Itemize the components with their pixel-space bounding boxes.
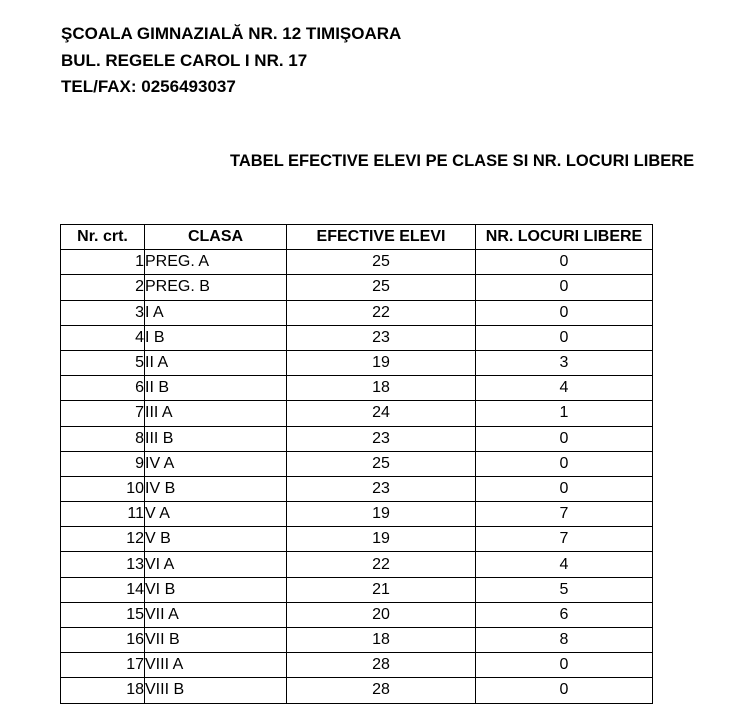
class-name-cell: II B — [145, 376, 287, 401]
row-number-cell: 7 — [61, 401, 145, 426]
class-name-cell: VIII B — [145, 678, 287, 703]
free-places-cell: 5 — [476, 577, 653, 602]
table-row — [61, 275, 653, 300]
table-header-row — [61, 225, 653, 250]
students-count-cell: 28 — [287, 653, 476, 678]
class-name-cell: PREG. B — [145, 275, 287, 300]
row-number-cell: 5 — [61, 350, 145, 375]
free-places-cell: 0 — [476, 653, 653, 678]
students-count-cell: 22 — [287, 552, 476, 577]
free-places-cell: 4 — [476, 376, 653, 401]
students-count-cell: 18 — [287, 628, 476, 653]
students-count-cell: 23 — [287, 476, 476, 501]
students-count-cell: 19 — [287, 502, 476, 527]
table-row — [61, 325, 653, 350]
row-number-cell: 15 — [61, 602, 145, 627]
class-name-cell: III A — [145, 401, 287, 426]
table-row — [61, 476, 653, 501]
school-phone-fax: TEL/FAX: 0256493037 — [61, 77, 236, 96]
students-count-cell: 23 — [287, 426, 476, 451]
table-row — [61, 552, 653, 577]
row-number-cell: 10 — [61, 476, 145, 501]
class-name-cell: I A — [145, 300, 287, 325]
class-name-cell: VII A — [145, 602, 287, 627]
class-name-cell: VI B — [145, 577, 287, 602]
students-count-cell: 21 — [287, 577, 476, 602]
school-address: BUL. REGELE CAROL I NR. 17 — [61, 51, 308, 70]
students-count-cell: 25 — [287, 451, 476, 476]
row-number-cell: 11 — [61, 502, 145, 527]
table-row — [61, 602, 653, 627]
row-number-cell: 12 — [61, 527, 145, 552]
table-row — [61, 426, 653, 451]
table-row — [61, 502, 653, 527]
column-header-nr-crt: Nr. crt. — [61, 225, 145, 250]
column-header-locuri-libere: NR. LOCURI LIBERE — [476, 225, 653, 250]
free-places-cell: 1 — [476, 401, 653, 426]
class-name-cell: PREG. A — [145, 250, 287, 275]
table-row — [61, 401, 653, 426]
row-number-cell: 8 — [61, 426, 145, 451]
column-header-clasa: CLASA — [145, 225, 287, 250]
row-number-cell: 13 — [61, 552, 145, 577]
class-name-cell: IV A — [145, 451, 287, 476]
class-name-cell: VI A — [145, 552, 287, 577]
row-number-cell: 3 — [61, 300, 145, 325]
free-places-cell: 7 — [476, 527, 653, 552]
table-row — [61, 527, 653, 552]
students-count-cell: 19 — [287, 350, 476, 375]
class-name-cell: VII B — [145, 628, 287, 653]
table-row — [61, 653, 653, 678]
row-number-cell: 18 — [61, 678, 145, 703]
table-row — [61, 250, 653, 275]
column-header-efective-elevi: EFECTIVE ELEVI — [287, 225, 476, 250]
class-name-cell: V B — [145, 527, 287, 552]
free-places-cell: 0 — [476, 325, 653, 350]
free-places-cell: 6 — [476, 602, 653, 627]
students-count-cell: 28 — [287, 678, 476, 703]
free-places-cell: 3 — [476, 350, 653, 375]
class-name-cell: IV B — [145, 476, 287, 501]
free-places-cell: 0 — [476, 250, 653, 275]
row-number-cell: 1 — [61, 250, 145, 275]
class-name-cell: I B — [145, 325, 287, 350]
row-number-cell: 17 — [61, 653, 145, 678]
table-row — [61, 376, 653, 401]
table-row — [61, 628, 653, 653]
row-number-cell: 4 — [61, 325, 145, 350]
row-number-cell: 6 — [61, 376, 145, 401]
students-count-cell: 25 — [287, 250, 476, 275]
students-count-cell: 22 — [287, 300, 476, 325]
free-places-cell: 8 — [476, 628, 653, 653]
table-row — [61, 678, 653, 703]
table-row — [61, 577, 653, 602]
students-count-cell: 25 — [287, 275, 476, 300]
students-count-cell: 20 — [287, 602, 476, 627]
students-table — [60, 224, 653, 704]
class-name-cell: V A — [145, 502, 287, 527]
free-places-cell: 0 — [476, 476, 653, 501]
row-number-cell: 2 — [61, 275, 145, 300]
free-places-cell: 0 — [476, 275, 653, 300]
students-count-cell: 19 — [287, 527, 476, 552]
row-number-cell: 9 — [61, 451, 145, 476]
students-count-cell: 24 — [287, 401, 476, 426]
free-places-cell: 0 — [476, 300, 653, 325]
table-row — [61, 451, 653, 476]
free-places-cell: 0 — [476, 678, 653, 703]
class-name-cell: II A — [145, 350, 287, 375]
free-places-cell: 7 — [476, 502, 653, 527]
table-row — [61, 350, 653, 375]
students-count-cell: 18 — [287, 376, 476, 401]
students-count-cell: 23 — [287, 325, 476, 350]
free-places-cell: 4 — [476, 552, 653, 577]
free-places-cell: 0 — [476, 451, 653, 476]
free-places-cell: 0 — [476, 426, 653, 451]
table-row — [61, 300, 653, 325]
class-name-cell: III B — [145, 426, 287, 451]
row-number-cell: 14 — [61, 577, 145, 602]
document-title: TABEL EFECTIVE ELEVI PE CLASE SI NR. LOCURI LIBERE — [230, 152, 695, 170]
row-number-cell: 16 — [61, 628, 145, 653]
table-body — [61, 250, 653, 703]
school-name: ŞCOALA GIMNAZIALĂ NR. 12 TIMIŞOARA — [61, 24, 402, 43]
class-name-cell: VIII A — [145, 653, 287, 678]
